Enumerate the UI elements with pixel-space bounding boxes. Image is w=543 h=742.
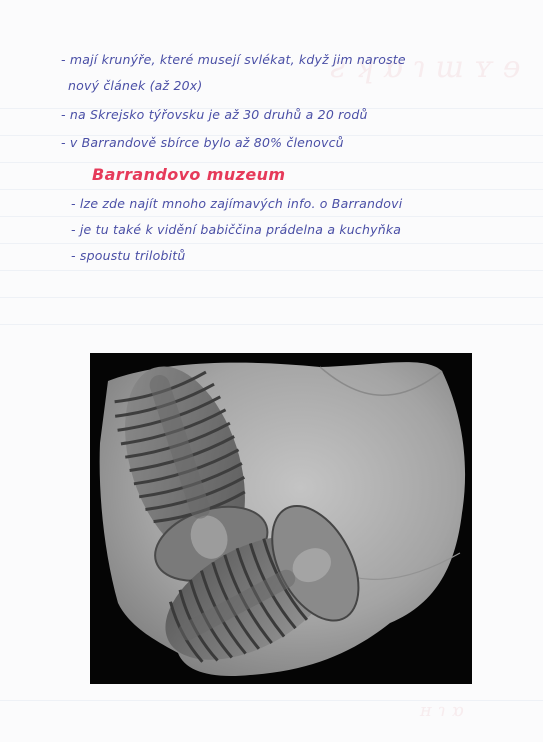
note-line-2: nový článek (až 20x): [68, 78, 203, 93]
ruled-line: [0, 216, 543, 217]
museum-line-3: - spoustu trilobitů: [71, 248, 186, 263]
ruled-line: [0, 297, 543, 298]
ruled-line: [0, 162, 543, 163]
trilobite-photo: [90, 353, 472, 684]
trilobite-fossil-image: [90, 353, 472, 684]
note-line-1: - mají krunýře, které musejí svlékat, když jim naroste: [61, 52, 406, 67]
ruled-line: [0, 324, 543, 325]
ruled-line: [0, 189, 543, 190]
museum-heading: Barrandovo muzeum: [92, 165, 286, 184]
museum-line-2: - je tu také k vidění babiččina prádelna a kuchyňka: [71, 222, 402, 237]
bleed-through-mark: ʜ ɿ ɒ: [420, 700, 464, 721]
ruled-line: [0, 243, 543, 244]
note-line-3: - na Skrejsko týřovsku je až 30 druhů a 20 rodů: [61, 107, 368, 122]
ruled-line: [0, 270, 543, 271]
museum-line-1: - lze zde najít mnoho zajímavých info. o Barrandovi: [71, 196, 403, 211]
bleed-through-mark: ƨ ʞ ɒ ɿ ɯ ʏ ɘ: [330, 50, 521, 85]
note-line-4: - v Barrandově sbírce bylo až 80% členovců: [61, 135, 344, 150]
